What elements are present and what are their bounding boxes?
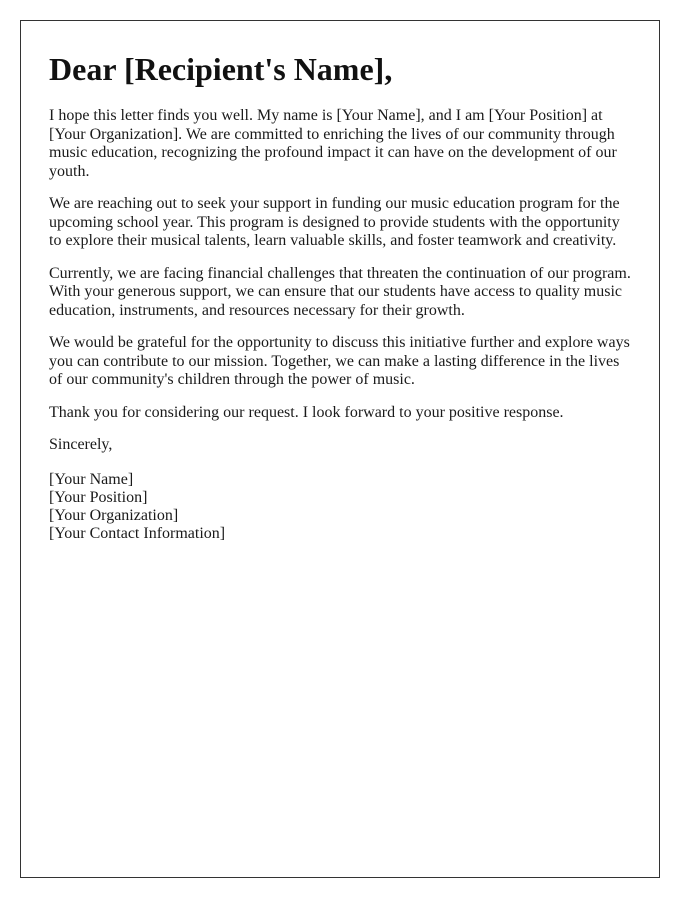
paragraph-discussion-invitation: We would be grateful for the opportunity to discuss this initiative further and explore ways you can contribute to our mission. Together, we can make a lasting difference in the lives of our community's children through the power of music. (49, 334, 630, 388)
paragraph-thank-you: Thank you for considering our request. I look forward to your positive response. (49, 403, 564, 421)
salutation-heading: Dear [Recipient's Name], (49, 51, 393, 87)
signature-organization: [Your Organization] (49, 506, 179, 524)
closing-line: Sincerely, (49, 436, 113, 453)
signature-position: [Your Position] (49, 488, 148, 506)
signature-contact-information: [Your Contact Information] (49, 525, 226, 543)
paragraph-financial-challenges: Currently, we are facing financial challenges that threaten the continuation of our program. With your generous support, we can ensure that our students have access to quality music education, instruments, and resources necessary for their growth. (49, 264, 631, 319)
signature-block (49, 471, 631, 544)
paragraph-introduction: I hope this letter finds you well. My name is [Your Name], and I am [Your Position] at [Your Organization]. We are committed to enriching the lives of our community through music education, recognizing the profound impact it can have on the development of our youth. (49, 107, 617, 180)
paragraph-funding-request: We are reaching out to seek your support in funding our music education program for the upcoming school year. This program is designed to provide students with the opportunity to explore their musical talents, learn valuable skills, and foster teamwork and creativity. (49, 195, 620, 249)
letter-page (20, 20, 660, 878)
signature-name: [Your Name] (49, 470, 134, 488)
